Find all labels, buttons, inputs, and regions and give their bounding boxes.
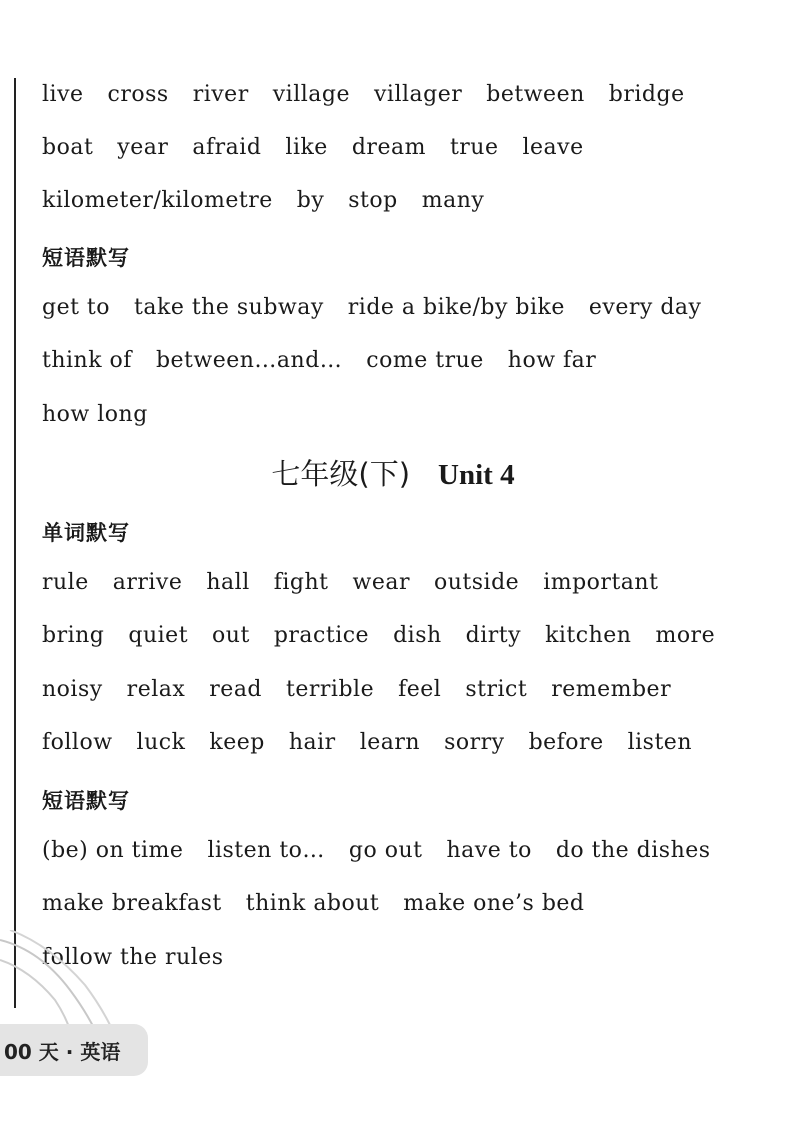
list-item: luck: [136, 730, 186, 755]
list-item: villager: [374, 82, 463, 107]
phrase-heading: 短语默写: [42, 246, 130, 270]
list-item: many: [421, 188, 485, 213]
list-item: cross: [107, 82, 169, 107]
word-line: [42, 135, 584, 160]
list-item: take the subway: [134, 295, 324, 320]
decorative-curves: [0, 930, 140, 1030]
list-item: hall: [206, 570, 250, 595]
list-item: think of: [42, 348, 132, 373]
list-item: important: [543, 570, 659, 595]
list-item: relax: [126, 677, 186, 702]
footer-tab: [0, 1024, 148, 1076]
phrase-heading: 短语默写: [42, 789, 130, 813]
phrase-line: [42, 838, 711, 863]
list-item: out: [212, 623, 250, 648]
phrase-line: [42, 891, 585, 916]
list-item: leave: [522, 135, 584, 160]
list-item: quiet: [128, 623, 189, 648]
list-item: before: [528, 730, 604, 755]
list-item: do the dishes: [555, 838, 711, 863]
list-item: follow: [42, 730, 113, 755]
list-item: by: [296, 188, 325, 213]
list-item: village: [272, 82, 350, 107]
list-item: dish: [393, 623, 442, 648]
word-line: [42, 677, 671, 702]
list-item: come true: [366, 348, 484, 373]
list-item: noisy: [42, 677, 103, 702]
list-item: make one’s bed: [403, 891, 585, 916]
list-item: keep: [209, 730, 265, 755]
list-item: live: [42, 82, 84, 107]
word-line: [42, 570, 658, 595]
list-item: how far: [507, 348, 597, 373]
list-item: bridge: [608, 82, 685, 107]
list-item: read: [209, 677, 263, 702]
list-item: listen to…: [207, 838, 325, 863]
list-item: hair: [288, 730, 336, 755]
list-item: arrive: [112, 570, 183, 595]
list-item: how long: [42, 402, 148, 427]
list-item: make breakfast: [42, 891, 222, 916]
list-item: afraid: [192, 135, 262, 160]
list-item: think about: [245, 891, 380, 916]
list-item: fight: [273, 570, 329, 595]
list-item: learn: [359, 730, 421, 755]
list-item: follow the rules: [42, 945, 224, 970]
word-line: [42, 82, 685, 107]
list-item: kilometer/kilometre: [42, 188, 273, 213]
list-item: year: [117, 135, 169, 160]
word-heading: 单词默写: [42, 521, 130, 545]
list-item: listen: [627, 730, 692, 755]
list-item: wear: [352, 570, 411, 595]
list-item: outside: [434, 570, 520, 595]
word-line: [42, 188, 484, 213]
phrase-line: [42, 348, 596, 373]
list-item: ride a bike/by bike: [347, 295, 565, 320]
list-item: strict: [465, 677, 528, 702]
list-item: go out: [348, 838, 423, 863]
footer-label: 00 天 · 英语: [4, 1040, 121, 1064]
list-item: river: [192, 82, 249, 107]
list-item: dream: [351, 135, 426, 160]
list-item: rule: [42, 570, 89, 595]
word-line: [42, 623, 715, 648]
list-item: have to: [446, 838, 532, 863]
list-item: terrible: [286, 677, 375, 702]
left-margin-rule: [14, 78, 16, 1008]
list-item: bring: [42, 623, 105, 648]
unit-label: Unit 4: [438, 459, 515, 491]
list-item: practice: [273, 623, 370, 648]
list-item: remember: [551, 677, 672, 702]
list-item: feel: [398, 677, 442, 702]
list-item: every day: [588, 295, 702, 320]
phrase-line: [42, 402, 148, 427]
list-item: (be) on time: [42, 838, 184, 863]
list-item: more: [655, 623, 716, 648]
list-item: like: [285, 135, 328, 160]
word-line: [42, 730, 692, 755]
unit-title: [0, 452, 786, 493]
list-item: between…and…: [155, 348, 343, 373]
phrase-line: [42, 295, 701, 320]
list-item: sorry: [444, 730, 505, 755]
list-item: kitchen: [545, 623, 632, 648]
list-item: get to: [42, 295, 111, 320]
grade-label: 七年级(下): [271, 457, 411, 491]
list-item: between: [486, 82, 585, 107]
list-item: boat: [42, 135, 94, 160]
list-item: stop: [348, 188, 398, 213]
list-item: true: [449, 135, 499, 160]
list-item: dirty: [465, 623, 522, 648]
